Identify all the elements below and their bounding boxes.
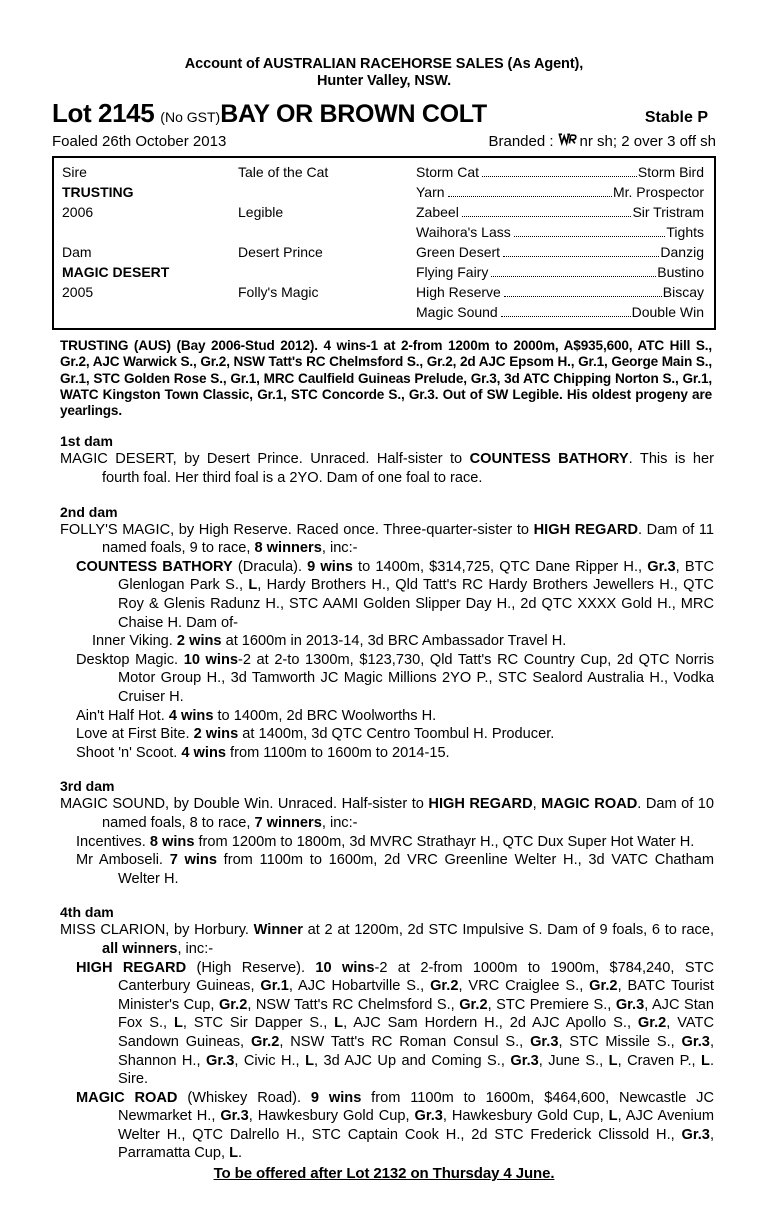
pedigree-grandsire-name: Bustino bbox=[657, 264, 704, 280]
pedigree-sire-name: Waihora's Lass bbox=[416, 224, 511, 240]
dotted-leader bbox=[514, 236, 666, 237]
third-dam-heading: 3rd dam bbox=[60, 778, 115, 795]
pedigree-cell-generation1: MAGIC DESERT bbox=[62, 264, 170, 280]
pedigree-sire-name: High Reserve bbox=[416, 284, 501, 300]
branded-detail: nr sh; 2 over 3 off sh bbox=[579, 133, 716, 150]
progeny-entry: HIGH REGARD (High Reserve). 10 wins-2 at 2-from 1000m to 1900m, $784,240, STC Canterbury Guineas, Gr.1, AJC Hobartville S., Gr.2, VRC Craiglee S., Gr.2, BATC Tourist Minister's Cup, Gr.2, NSW Tatt's RC Chelmsford S., Gr.2, STC Premiere S., Gr.3, AJC Stan Fox S., L, STC Sir Dapper S., L, AJC Sam Hordern H., 2d AJC Apollo S., Gr.2, VATC Sandown Guineas, Gr.2, NSW Tatt's RC Roman Consul S., Gr.3, STC Missile S., Gr.3, Shannon H., Gr.3, Civic H., L, 3d AJC Up and Coming S., Gr.3, June S., L, Craven P., L. Sire. bbox=[76, 959, 715, 1088]
pedigree-cell-generation3 bbox=[416, 162, 714, 182]
lot-number: Lot 2145 bbox=[52, 98, 155, 128]
colour-sex-description: BAY OR BROWN COLT bbox=[220, 100, 487, 128]
pedigree-cell-generation2: Folly's Magic bbox=[238, 284, 319, 300]
pedigree-row bbox=[54, 302, 714, 322]
pedigree-cell-generation1: Sire bbox=[62, 164, 87, 180]
third-dam-intro: MAGIC SOUND, by Double Win. Unraced. Half-sister to HIGH REGARD, MAGIC ROAD. Dam of 10 named foals, 8 to race, 7 winners, inc:- bbox=[60, 796, 715, 831]
pedigree-sire-name: Zabeel bbox=[416, 204, 459, 220]
pedigree-grandsire-name: Danzig bbox=[660, 244, 704, 260]
pedigree-row bbox=[54, 222, 714, 242]
pedigree-row bbox=[54, 162, 714, 182]
pedigree-row bbox=[54, 242, 714, 262]
fourth-dam-progeny-list bbox=[52, 959, 716, 1164]
progeny-entry: Love at First Bite. 2 wins at 1400m, 3d QTC Centro Toombul H. Producer. bbox=[76, 726, 555, 743]
fourth-dam-heading: 4th dam bbox=[60, 904, 114, 921]
pedigree-grandsire-name: Storm Bird bbox=[637, 164, 704, 180]
progeny-entry: Incentives. 8 wins from 1200m to 1800m, 3d MVRC Strathayr H., QTC Dux Super Hot Water H. bbox=[76, 833, 695, 850]
branded-label: Branded : bbox=[488, 133, 554, 150]
pedigree-cell-generation3 bbox=[416, 282, 714, 302]
stable-label: Stable P bbox=[644, 109, 708, 126]
progeny-entry: Desktop Magic. 10 wins-2 at 2-to 1300m, $123,730, Qld Tatt's RC Country Cup, 2d QTC Norris Motor Group H., 3d Tamworth JC Magic Millions 2YO P., STC Sealord Australia H., Vodka Cruiser H. bbox=[76, 651, 714, 706]
pedigree-cell-generation1: 2005 bbox=[62, 284, 94, 300]
progeny-entry: Mr Amboseli. 7 wins from 1100m to 1600m, 2d VRC Greenline Welter H., 3d VATC Chatham Welter H. bbox=[76, 852, 714, 887]
sire-performance-blurb: TRUSTING (AUS) (Bay 2006-Stud 2012). 4 wins-1 at 2-from 1200m to 2000m, A$935,600, ATC Hill S., Gr.2, AJC Warwick S., Gr.2, NSW Tatt's RC Chelmsford S., Gr.2, 2d AJC Epsom H., Gr.1, George Main S., Gr.1, STC Golden Rose S., Gr.1, MRC Caulfield Guineas Prelude, Gr.3, 3d ATC Chipping Norton S., Gr.1, WATC Kingston Town Classic, Gr.1, STC Concorde S., Gr.3. Out of SW Legible. His oldest progeny are yearlings. bbox=[60, 338, 712, 419]
pedigree-cell-generation1: 2006 bbox=[62, 204, 94, 220]
progeny-entry: COUNTESS BATHORY (Dracula). 9 wins to 1400m, $314,725, QTC Dane Ripper H., Gr.3, BTC Glenlogan Park S., L, Hardy Brothers H., Qld Tatt's RC Hardy Brothers Jewellers H., QTC Roy & Glenis Radunz H., STC AAMI Golden Slipper Day H., 2d QTC XXXX Gold H., MRC Chaise H. Dam of- bbox=[76, 558, 715, 631]
pedigree-grandsire-name: Mr. Prospector bbox=[612, 184, 704, 200]
account-heading bbox=[52, 0, 716, 90]
progeny-entry: Inner Viking. 2 wins at 1600m in 2013-14, 3d BRC Ambassador Travel H. bbox=[92, 633, 567, 650]
second-dam-heading: 2nd dam bbox=[60, 503, 118, 520]
pedigree-cell-generation3 bbox=[416, 262, 714, 282]
pedigree-sire-name: Flying Fairy bbox=[416, 264, 489, 280]
third-dam-progeny-list bbox=[52, 833, 716, 889]
closing-note: To be offered after Lot 2132 on Thursday 4 June. bbox=[213, 1165, 555, 1183]
pedigree-cell-generation3 bbox=[416, 242, 714, 262]
dotted-leader bbox=[501, 316, 631, 317]
pedigree-grandsire-name: Tights bbox=[666, 224, 704, 240]
dotted-leader bbox=[482, 176, 637, 177]
progeny-entry: Ain't Half Hot. 4 wins to 1400m, 2d BRC Woolworths H. bbox=[76, 707, 437, 724]
pedigree-cell-generation1: Dam bbox=[62, 244, 92, 260]
pedigree-table bbox=[52, 156, 716, 330]
first-dam-text: MAGIC DESERT, by Desert Prince. Unraced. Half-sister to COUNTESS BATHORY. This is her fourth foal. Her third foal is a 2YO. Dam of one foal to race. bbox=[60, 451, 714, 487]
pedigree-row bbox=[54, 282, 714, 302]
wr-monogram-icon bbox=[558, 132, 577, 146]
progeny-entry: MAGIC ROAD (Whiskey Road). 9 wins from 1100m to 1600m, $464,600, Newcastle JC Newmarket H., Gr.3, Hawkesbury Gold Cup, Gr.3, Hawkesbury Gold Cup, L, AJC Avenium Welter H., QTC Dalrello H., STC Captain Cook H., 2d STC Frederick Clissold H., Gr.3, Parramatta Cup, L. bbox=[76, 1089, 715, 1162]
pedigree-row bbox=[54, 202, 714, 222]
dotted-leader bbox=[503, 256, 659, 257]
dotted-leader bbox=[491, 276, 656, 277]
account-line-1: Account of AUSTRALIAN RACEHORSE SALES (As Agent), bbox=[184, 56, 584, 72]
pedigree-sire-name: Storm Cat bbox=[416, 164, 480, 180]
pedigree-cell-generation3 bbox=[416, 222, 714, 242]
foaled-date: Foaled 26th October 2013 bbox=[52, 133, 227, 150]
pedigree-cell-generation2: Desert Prince bbox=[238, 244, 323, 260]
first-dam-heading: 1st dam bbox=[60, 433, 113, 450]
dotted-leader bbox=[462, 216, 632, 217]
pedigree-cell-generation2: Tale of the Cat bbox=[238, 164, 329, 180]
dotted-leader bbox=[448, 196, 612, 197]
branded-info bbox=[488, 132, 716, 150]
lot-title-line bbox=[52, 98, 716, 129]
pedigree-cell-generation2: Legible bbox=[238, 204, 284, 220]
progeny-entry: Shoot 'n' Scoot. 4 wins from 1100m to 1600m to 2014-15. bbox=[76, 744, 450, 761]
no-gst-note: (No GST) bbox=[160, 109, 221, 125]
pedigree-cell-generation3 bbox=[416, 302, 714, 322]
second-dam-intro: FOLLY'S MAGIC, by High Reserve. Raced once. Three-quarter-sister to HIGH REGARD. Dam of 11 named foals, 9 to race, 8 winners, inc:- bbox=[60, 521, 715, 557]
pedigree-cell-generation3 bbox=[416, 202, 714, 222]
pedigree-cell-generation3 bbox=[416, 182, 714, 202]
pedigree-row bbox=[54, 182, 714, 202]
pedigree-grandsire-name: Double Win bbox=[631, 304, 704, 320]
pedigree-sire-name: Yarn bbox=[416, 184, 445, 200]
account-line-2: Hunter Valley, NSW. bbox=[316, 73, 451, 89]
fourth-dam-intro: MISS CLARION, by Horbury. Winner at 2 at 1200m, 2d STC Impulsive S. Dam of 9 foals, 6 to race, all winners, inc:- bbox=[60, 922, 714, 957]
second-dam-progeny-list bbox=[52, 558, 716, 763]
pedigree-sire-name: Green Desert bbox=[416, 244, 501, 260]
foaled-branded-line bbox=[52, 132, 716, 150]
pedigree-grandsire-name: Sir Tristram bbox=[632, 204, 704, 220]
pedigree-cell-generation1: TRUSTING bbox=[62, 184, 134, 200]
pedigree-row bbox=[54, 262, 714, 282]
pedigree-sire-name: Magic Sound bbox=[416, 304, 498, 320]
dotted-leader bbox=[504, 296, 662, 297]
pedigree-grandsire-name: Biscay bbox=[662, 284, 704, 300]
